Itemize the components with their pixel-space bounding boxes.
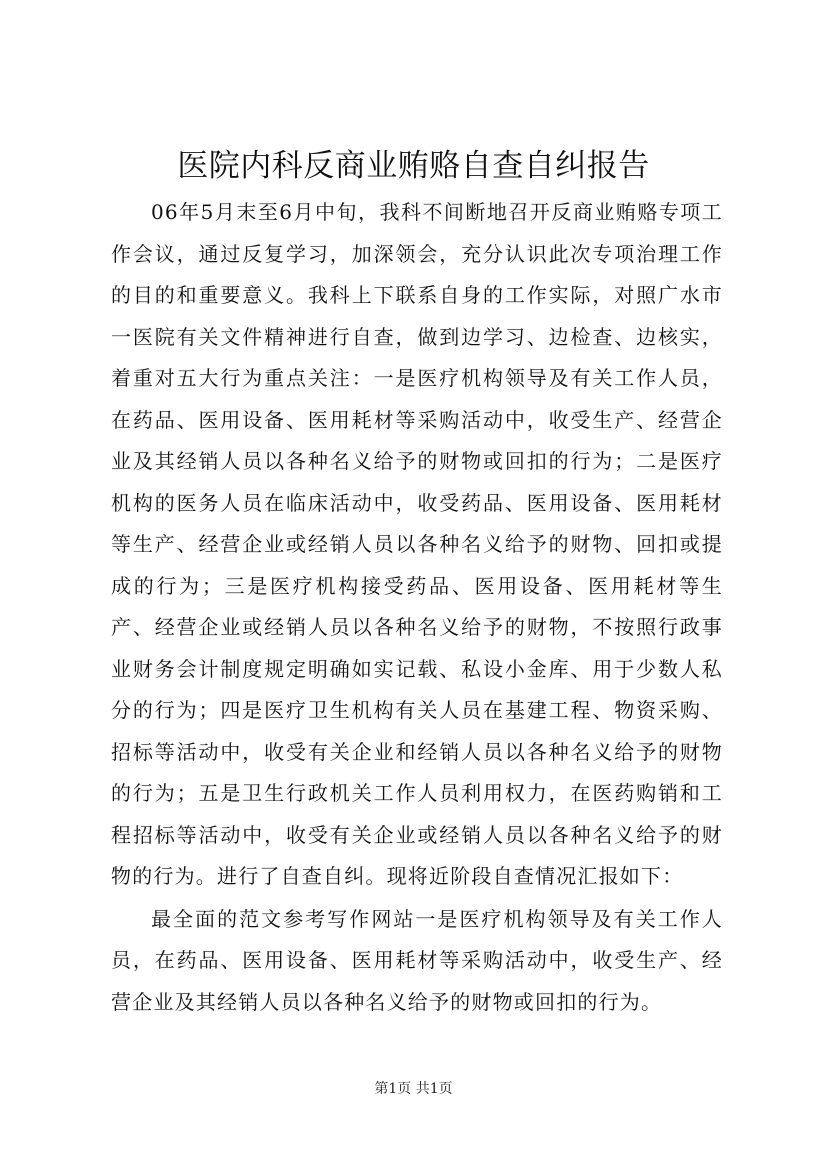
body-paragraph: 最全面的范文参考写作网站一是医疗机构领导及有关工作人员，在药品、医用设备、医用耗材等采购活动中，收受生产、经营企业及其经销人员以各种名义给予的财物或回扣的行为。 <box>111 906 723 1014</box>
page-footer: 第1页 共1页 <box>374 1081 453 1097</box>
document-body <box>111 192 723 1023</box>
document-title: 医院内科反商业贿赂自查自纠报告 <box>177 148 650 184</box>
body-paragraph: 06年5月末至6月中旬，我科不间断地召开反商业贿赂专项工作会议，通过反复学习，加深领会，充分认识此次专项治理工作的目的和重要意义。我科上下联系自身的工作实际，对照广水市一医院有关文件精神进行自查，做到边学习、边检查、边核实，着重对五大行为重点关注：一是医疗机构领导及有关工作人员，在药品、医用设备、医用耗材等采购活动中，收受生产、经营企业及其经销人员以各种名义给予的财物或回扣的行为；二是医疗机构的医务人员在临床活动中，收受药品、医用设备、医用耗材等生产、经营企业或经销人员以各种名义给予的财物、回扣或提成的行为；三是医疗机构接受药品、医用设备、医用耗材等生产、经营企业或经销人员以各种名义给予的财物，不按照行政事业财务会计制度规定明确如实记载、私设小金库、用于少数人私分的行为；四是医疗卫生机构有关人员在基建工程、物资采购、招标等活动中，收受有关企业和经销人员以各种名义给予的财物的行为；五是卫生行政机关工作人员利用权力，在医药购销和工程招标等活动中，收受有关企业或经销人员以各种名义给予的财物的行为。进行了自查自纠。现将近阶段自查情况汇报如下： <box>111 200 723 888</box>
